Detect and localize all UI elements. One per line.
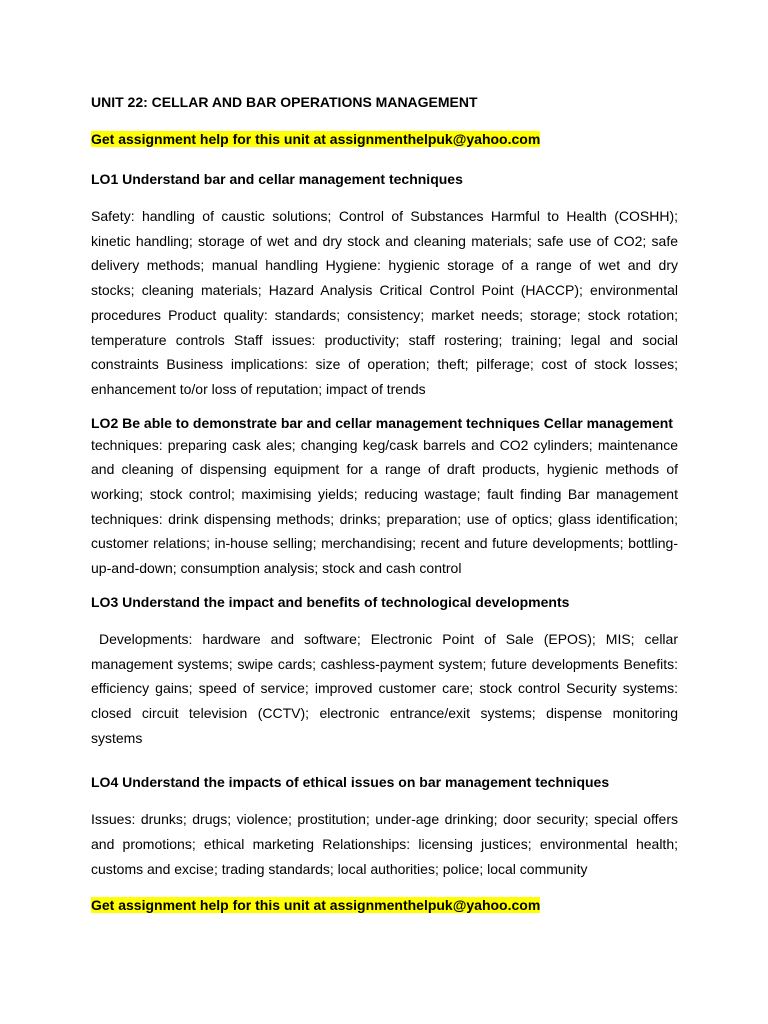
lo4-body: Issues: drunks; drugs; violence; prostitution; under-age drinking; door security; special offers and promotions; ethical marketing Relationships: licensing justices; environmental health; customs and excise; trading standards; local authorities; police; local community xyxy=(91,811,678,877)
unit-title: UNIT 22: CELLAR AND BAR OPERATIONS MANAGEMENT xyxy=(91,94,478,110)
promo-text-bottom: Get assignment help for this unit at assignmenthelpuk@yahoo.com xyxy=(91,897,541,914)
lo4-heading: LO4 Understand the impacts of ethical issues on bar management techniques xyxy=(91,774,610,791)
lo1-heading: LO1 Understand bar and cellar management techniques xyxy=(91,171,463,187)
lo3-heading: LO3 Understand the impact and benefits of technological developments xyxy=(91,593,570,610)
document-page xyxy=(91,86,678,915)
lo2-heading: LO2 Be able to demonstrate bar and cellar management techniques Cellar management xyxy=(91,414,673,431)
lo2-body: techniques: preparing cask ales; changing keg/cask barrels and CO2 cylinders; maintenance and cleaning of dispensing equipment for a range of draft products, hygienic methods of working; stock control; maximising yields; reducing wastage; fault finding Bar management techniques: drink dispensing methods; drinks; preparation; use of optics; glass identification; customer relations; in-house selling; merchandising; recent and future developments; bottling-up-and-down; consumption analysis; stock and cash control xyxy=(91,436,678,577)
promo-text-top: Get assignment help for this unit at assignmenthelpuk@yahoo.com xyxy=(91,131,541,147)
lo3-body: Developments: hardware and software; Electronic Point of Sale (EPOS); MIS; cellar management systems; swipe cards; cashless-payment system; future developments Benefits: efficiency gains; speed of service; improved customer care; stock control Security systems: closed circuit television (CCTV); electronic entrance/exit systems; dispense monitoring systems xyxy=(91,630,678,746)
promo-banner-bottom xyxy=(91,895,678,915)
lo1-body: Safety: handling of caustic solutions; Control of Substances Harmful to Health (COSHH); kinetic handling; storage of wet and dry stock and cleaning materials; safe use of CO2; safe delivery methods; manual handling Hygiene: hygienic storage of a range of wet and dry stocks; cleaning materials; Hazard Analysis Critical Control Point (HACCP); environmental procedures Product quality: standards; consistency; market needs; storage; stock rotation; temperature controls Staff issues: productivity; staff rostering; training; legal and social constraints Business implications: size of operation; theft; pilferage; cost of stock losses; enhancement to/or loss of reputation; impact of trends xyxy=(91,208,678,397)
promo-banner-top xyxy=(91,129,678,149)
